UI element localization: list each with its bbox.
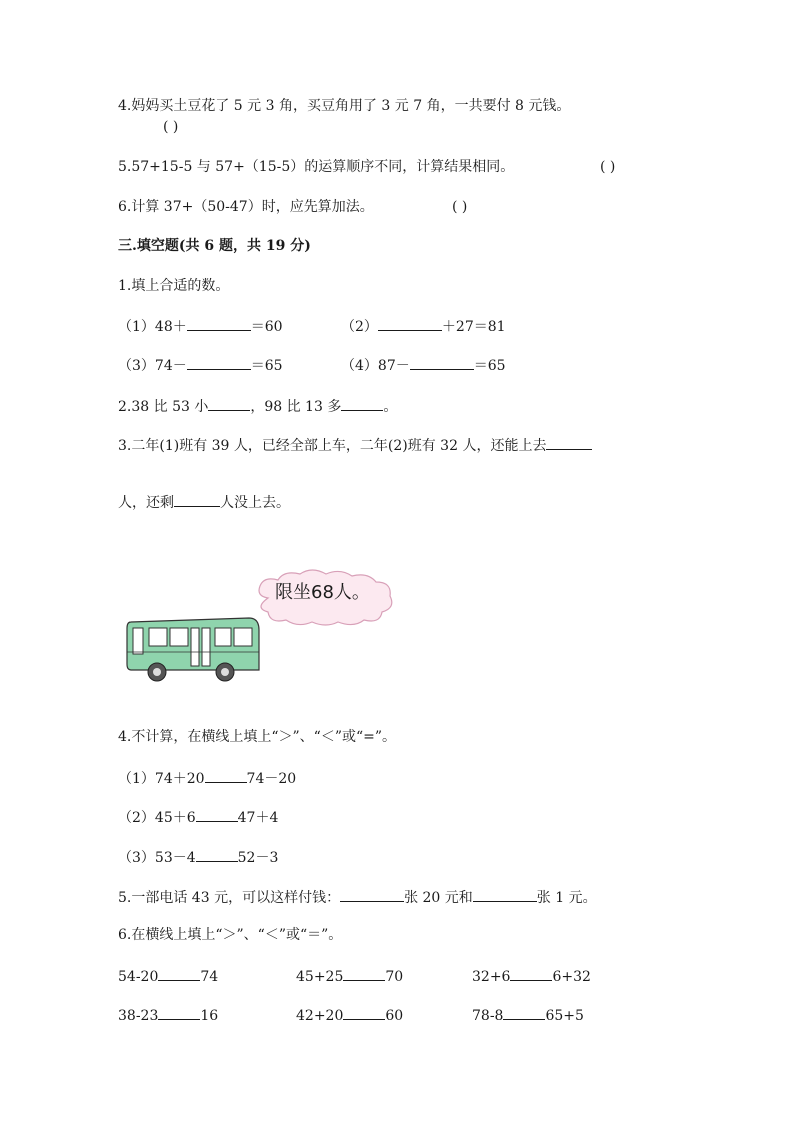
- answer-blank[interactable]: [205, 768, 247, 783]
- judge-q5-text: 5.57+15-5 与 57+（15-5）的运算顺序不同，计算结果相同。: [118, 159, 515, 175]
- fill-q6-r2c3: 78-8 65+5: [472, 1005, 584, 1025]
- answer-blank[interactable]: [187, 316, 251, 331]
- judge-q4-paren[interactable]: ( ): [163, 119, 179, 135]
- judge-q4-text: 4.妈妈买土豆花了 5 元 3 角，买豆角用了 3 元 7 角，一共要付 8 元钱。: [118, 98, 571, 114]
- fill-q2: 2.38 比 53 小 ，98 比 13 多 。: [118, 396, 397, 416]
- judge-q6-paren[interactable]: ( ): [452, 199, 468, 215]
- fill-q1-part2: （2） ＋27＝81: [341, 316, 506, 336]
- answer-blank[interactable]: [196, 807, 238, 822]
- fill-q6-title: 6.在横线上填上“＞”、“＜”或“＝”。: [118, 927, 343, 943]
- answer-blank[interactable]: [340, 887, 404, 902]
- answer-blank[interactable]: [196, 847, 238, 862]
- fill-q1-part3: （3）74－ ＝65: [118, 355, 283, 375]
- answer-blank[interactable]: [378, 316, 442, 331]
- answer-blank[interactable]: [158, 966, 200, 981]
- answer-blank[interactable]: [187, 355, 251, 370]
- fill-q6-r2c2: 42+20 60: [296, 1005, 403, 1025]
- judge-q5: [118, 158, 514, 176]
- section-title: 三.填空题(共 6 题，共 19 分): [118, 238, 311, 254]
- bus-illustration: [125, 608, 265, 688]
- fill-q4-a: （1）74＋20 74－20: [118, 768, 296, 788]
- fill-q6-r1c2: 45+25 70: [296, 966, 403, 986]
- answer-blank[interactable]: [410, 355, 474, 370]
- fill-q5: 5.一部电话 43 元，可以这样付钱： 张 20 元和 张 1 元。: [118, 887, 597, 907]
- judge-q6: [118, 198, 374, 216]
- cloud-text: 限坐68人。: [275, 582, 370, 603]
- fill-q1-part1: （1）48＋ ＝60: [118, 316, 283, 336]
- fill-q4-title: 4.不计算，在横线上填上“＞”、“＜”或“=”。: [118, 729, 397, 745]
- fill-q3-line1: 3.二年(1)班有 39 人，已经全部上车，二年(2)班有 32 人，还能上去: [118, 435, 592, 455]
- answer-blank[interactable]: [546, 435, 592, 450]
- fill-q4-b: （2）45＋6 47＋4: [118, 807, 278, 827]
- fill-q6-r1c1: 54-20 74: [118, 966, 218, 986]
- answer-blank[interactable]: [341, 396, 383, 411]
- fill-q3-line2: 人，还剩 人没上去。: [118, 492, 290, 512]
- fill-q6-r1c3: 32+6 6+32: [472, 966, 591, 986]
- judge-q4: [118, 97, 570, 115]
- fill-q4-c: （3）53－4 52－3: [118, 847, 278, 867]
- answer-blank[interactable]: [174, 492, 220, 507]
- answer-blank[interactable]: [158, 1005, 200, 1020]
- judge-q6-text: 6.计算 37+（50-47）时，应先算加法。: [118, 199, 374, 215]
- answer-blank[interactable]: [510, 966, 552, 981]
- fill-q1-part4: （4）87－ ＝65: [341, 355, 506, 375]
- answer-blank[interactable]: [343, 966, 385, 981]
- judge-q5-paren[interactable]: ( ): [600, 159, 616, 175]
- answer-blank[interactable]: [473, 887, 537, 902]
- answer-blank[interactable]: [503, 1005, 545, 1020]
- answer-blank[interactable]: [343, 1005, 385, 1020]
- fill-q1-title: 1.填上合适的数。: [118, 278, 230, 294]
- answer-blank[interactable]: [208, 396, 250, 411]
- fill-q6-r2c1: 38-23 16: [118, 1005, 218, 1025]
